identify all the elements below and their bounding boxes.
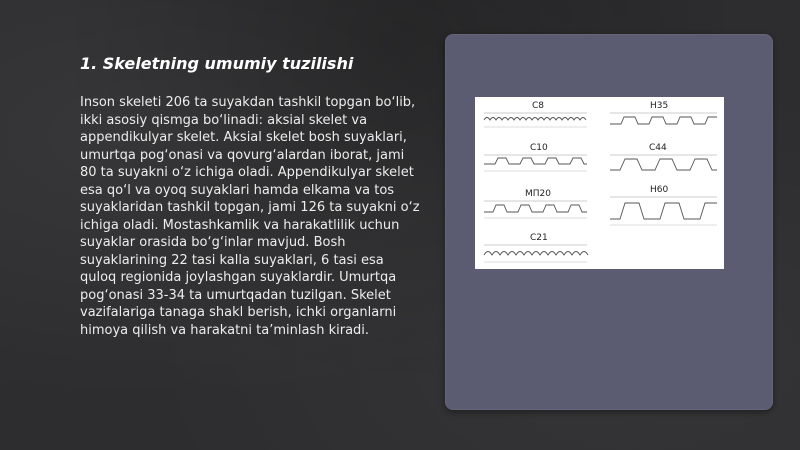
profile-c44: [610, 159, 717, 170]
profile-h35: [610, 117, 717, 124]
slide-heading: 1. Skeletning umumiy tuzilishi: [80, 54, 354, 73]
profile-figure: [475, 97, 724, 269]
profile-mp20: [484, 205, 587, 212]
profile-c10: [484, 158, 587, 164]
label-c10: C10: [530, 143, 548, 153]
label-h60: H60: [650, 185, 669, 195]
label-c21: C21: [530, 233, 548, 243]
profile-drawing: [475, 97, 724, 269]
label-mp20: МП20: [525, 189, 551, 199]
profile-c8: [484, 118, 586, 121]
profile-c21: [484, 252, 588, 256]
profile-h60: [610, 203, 717, 219]
slide-body-text: Inson skeleti 206 ta suyakdan tashkil topgan bo‘lib, ikki asosiy qismga bo‘linadi: aksial skelet va appendikulyar skelet. Aksial skelet bosh suyaklari, umurtqa pog‘onasi va qovurg‘alardan iborat, jami 80 ta suyakni o‘z ichiga oladi. Appendikulyar skelet esa qo‘l va oyoq suyaklari hamda elkama va tos suyaklaridan tashkil topgan, jami 126 ta suyakni o‘z ichiga oladi. Mostashkamlik va harakatlilik uchun suyaklar orasida bo‘g‘inlar mavjud. Bosh suyaklarining 22 tasi kalla suyaklari, 6 tasi esa quloq regionida joylashgan suyaklardir. Umurtqa pog‘onasi 33-34 ta umurtqadan tuzilgan. Skelet vazifalariga tanaga shakl berish, ichki organlarni himoya qilish va harakatni ta’minlash kiradi.: [80, 95, 420, 338]
label-h35: H35: [650, 101, 669, 111]
label-c44: C44: [649, 143, 667, 153]
label-c8: C8: [532, 101, 545, 111]
